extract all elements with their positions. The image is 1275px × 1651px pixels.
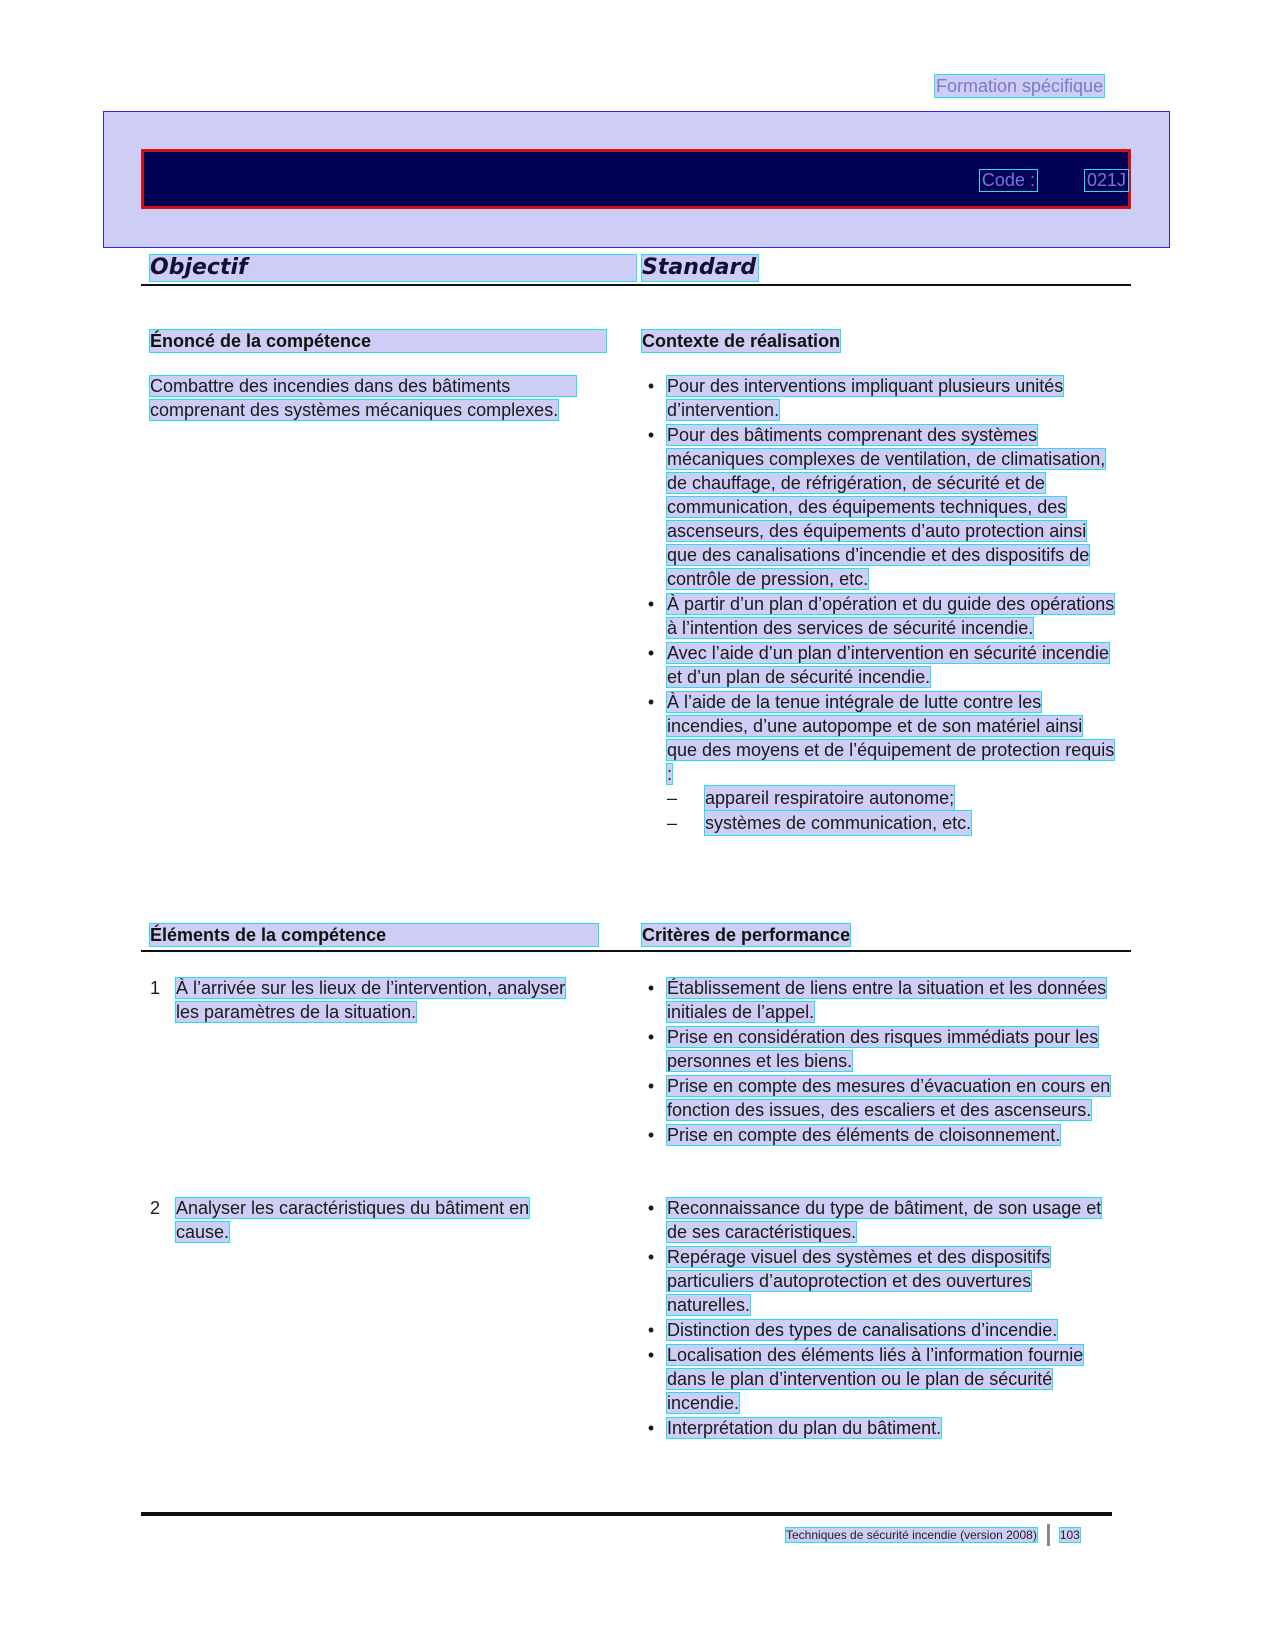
- list-item: • Localisation des éléments liés à l’information fournie dans le plan d’intervention ou le plan de sécurité incendie.: [645, 1343, 1115, 1415]
- context-list: [645, 374, 1115, 836]
- sub-list-item: – appareil respiratoire autonome;: [667, 788, 955, 808]
- list-item: • À partir d’un plan d’opération et du guide des opérations à l’intention des services de sécurité incendie.: [645, 592, 1115, 640]
- list-item: • Prise en considération des risques immédiats pour les personnes et les biens.: [645, 1025, 1115, 1073]
- list-item: • Reconnaissance du type de bâtiment, de son usage et de ses caractéristiques.: [645, 1196, 1115, 1244]
- bullet-icon: •: [647, 594, 655, 614]
- section2-rule: [141, 950, 1131, 952]
- page-footer: [786, 1524, 1080, 1546]
- element-number: 2: [150, 1198, 161, 1218]
- dash-icon: –: [667, 813, 678, 833]
- equipment-sublist: [667, 786, 1115, 835]
- competency-statement: [150, 374, 640, 422]
- bullet-icon: •: [647, 1418, 655, 1438]
- competency-code: [980, 170, 1128, 191]
- list-item: • À l’aide de la tenue intégrale de lutte contre les incendies, d’une autopompe et de son matériel ainsi que des moyens et de l’équipement de protection requis : – appareil respiratoire autonome; – systèmes de communication, etc.: [645, 690, 1115, 835]
- list-item: • Prise en compte des éléments de cloisonnement.: [645, 1123, 1115, 1147]
- code-value: 021J: [1086, 170, 1126, 190]
- sub-list-item: – systèmes de communication, etc.: [667, 813, 972, 833]
- criteria-list-2: [645, 1196, 1115, 1441]
- list-item: • Distinction des types de canalisations d’incendie.: [645, 1318, 1115, 1342]
- bullet-icon: •: [647, 1125, 655, 1145]
- heading-context: Contexte de réalisation: [642, 331, 841, 351]
- element-number: 1: [150, 978, 161, 998]
- footer-separator: [1047, 1524, 1050, 1546]
- dash-icon: –: [667, 788, 678, 808]
- list-item: • Pour des interventions impliquant plusieurs unités d’intervention.: [645, 374, 1115, 422]
- bullet-icon: •: [647, 1345, 655, 1365]
- statement-line: Combattre des incendies dans des bâtiments: [150, 376, 576, 396]
- statement-line: comprenant des systèmes mécaniques complexes.: [150, 400, 559, 420]
- element-line: Analyser les caractéristiques du bâtiment en: [176, 1198, 530, 1218]
- criteria-list-1: [645, 976, 1115, 1148]
- heading-performance-criteria: Critères de performance: [642, 925, 851, 945]
- page-number: 103: [1059, 1528, 1080, 1542]
- document-section-label: Formation spécifique: [936, 76, 1104, 96]
- code-label: Code :: [981, 170, 1035, 190]
- element-line: À l’arrivée sur les lieux de l’intervention, analyser: [176, 978, 566, 998]
- bullet-icon: •: [647, 1320, 655, 1340]
- bullet-icon: •: [647, 376, 655, 396]
- bullet-icon: •: [647, 643, 655, 663]
- list-item: • Avec l’aide d’un plan d’intervention en sécurité incendie et d’un plan de sécurité incendie.: [645, 641, 1115, 689]
- bullet-icon: •: [647, 1027, 655, 1047]
- bullet-icon: •: [647, 1198, 655, 1218]
- list-item: • Repérage visuel des systèmes et des dispositifs particuliers d’autoprotection et des ouvertures naturelles.: [645, 1245, 1115, 1317]
- bullet-icon: •: [647, 1076, 655, 1096]
- heading-competency-elements: Éléments de la compétence: [150, 924, 598, 946]
- list-item: • Établissement de liens entre la situation et les données initiales de l’appel.: [645, 976, 1115, 1024]
- list-item: • Prise en compte des mesures d’évacuation en cours en fonction des issues, des escaliers et des ascenseurs.: [645, 1074, 1115, 1122]
- bullet-icon: •: [647, 425, 655, 445]
- bullet-icon: •: [647, 1247, 655, 1267]
- element-line: les paramètres de la situation.: [176, 1002, 417, 1022]
- column-title-objectif: Objectif: [150, 255, 636, 281]
- bullet-icon: •: [647, 692, 655, 712]
- column-title-standard: Standard: [642, 255, 757, 280]
- competency-element-2: [150, 1196, 630, 1244]
- column-title-rule: [141, 284, 1131, 286]
- footer-title: Techniques de sécurité incendie (version 2008): [786, 1528, 1037, 1542]
- bullet-icon: •: [647, 978, 655, 998]
- element-line: cause.: [176, 1222, 230, 1242]
- competency-element-1: [150, 976, 630, 1024]
- header-bar: [141, 149, 1131, 209]
- heading-competency-statement: Énoncé de la compétence: [150, 330, 606, 352]
- list-item: • Interprétation du plan du bâtiment.: [645, 1416, 1115, 1440]
- footer-rule: [141, 1512, 1112, 1516]
- list-item: • Pour des bâtiments comprenant des systèmes mécaniques complexes de ventilation, de climatisation, de chauffage, de réfrigération, de sécurité et de communication, des équipements techniques, des ascenseurs, des équipements d’auto protection ainsi que des canalisations d’incendie et des dispositifs de contrôle de pression, etc.: [645, 423, 1115, 591]
